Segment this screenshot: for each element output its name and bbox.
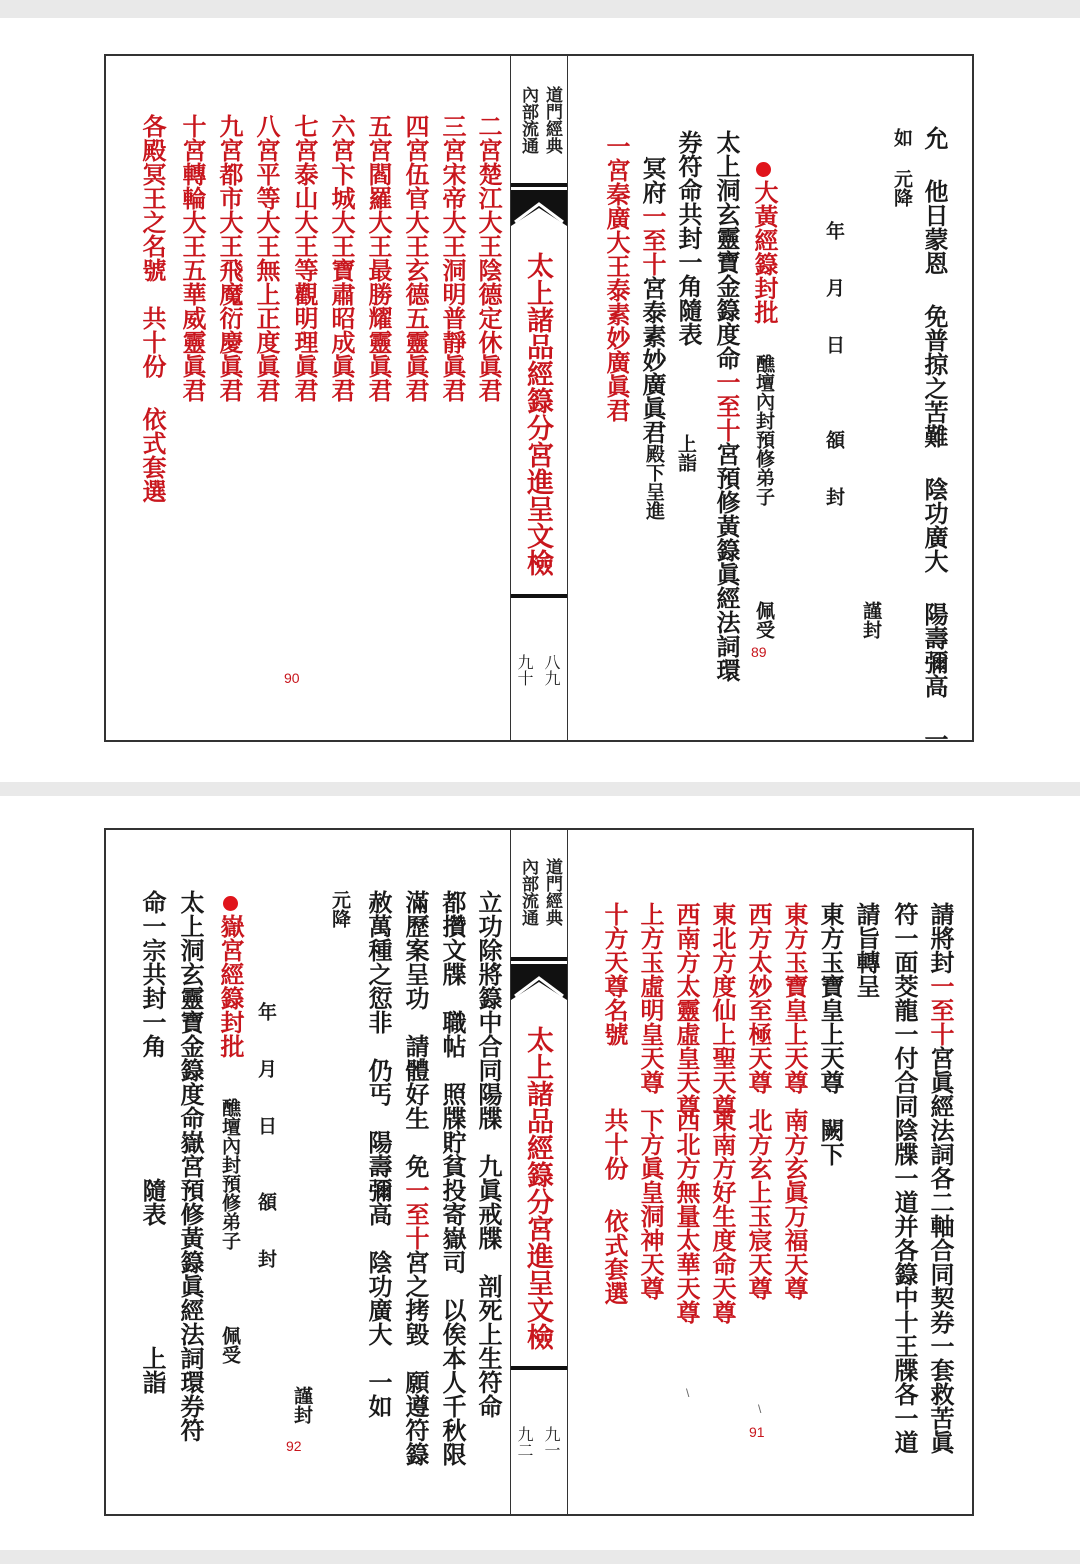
text-column-mixed <box>926 902 955 1454</box>
text-column: 南方玄眞万福天尊 <box>780 1108 809 1300</box>
spine-chevron-icon <box>511 190 567 226</box>
book-spread-1 <box>104 54 974 751</box>
spine-chevron-icon <box>511 964 567 1000</box>
spine-title: 太上諸品經籙分宮進呈文檢 <box>522 1026 553 1350</box>
spine-publisher-b: 內部流通 <box>518 86 538 154</box>
text-column: 下方眞皇洞神天尊 <box>636 1108 665 1300</box>
page-number-right: 89 <box>751 644 767 660</box>
text-column: 年 月 日 頟 封 <box>823 221 845 506</box>
spine-publisher-a: 道門經典 <box>542 86 562 154</box>
text-span: 太上洞玄靈寶金籙度命 <box>712 130 741 370</box>
text-column: 二宮楚江大王陰德定休眞君 <box>474 114 503 402</box>
text-span: 一至十 <box>401 1178 430 1250</box>
text-span: 一至十 <box>926 974 955 1046</box>
text-span: 一至十 <box>712 370 741 442</box>
spine-page-right: 九一 <box>542 1426 561 1458</box>
spine-bar-bottom <box>511 594 567 598</box>
tick-mark: \ <box>686 1386 690 1400</box>
text-column: 赦萬種之愆非 仍丐 陽壽彌高 陰功廣大 一如 <box>364 890 393 1418</box>
text-column: 八宮平等大王無上正度眞君 <box>252 114 281 402</box>
text-column: 年 月 日 頟 封 <box>255 1002 277 1268</box>
spine-page-right: 八九 <box>542 654 561 686</box>
text-column: 嶽宮經籙封批 <box>216 914 245 1058</box>
page-number-left: 92 <box>286 1438 302 1454</box>
text-span: 冥府 <box>638 156 667 204</box>
spine-left-border <box>510 56 511 740</box>
spine-page-left: 九二 <box>515 1426 534 1458</box>
text-column: 請旨轉呈 <box>852 902 881 998</box>
middle-gap <box>0 782 1080 796</box>
text-column: 謹封 <box>291 1386 313 1424</box>
text-column: 元降 <box>329 890 351 928</box>
text-column: 西北方無量太華天尊 <box>672 1108 701 1324</box>
book-spread-2 <box>104 828 974 1516</box>
text-column: 一宮秦廣大王泰素妙廣眞君 <box>602 134 631 422</box>
spine-publisher-b: 內部流通 <box>518 858 538 926</box>
spine-publisher-a: 道門經典 <box>542 858 562 926</box>
spine-bar-top <box>511 183 567 187</box>
text-column: 六宮卞城大王寶肅昭成眞君 <box>327 114 356 402</box>
text-column: 大黃經籙封批 <box>750 180 779 324</box>
text-column: 九宮都市大王飛魔衍慶眞君 <box>215 114 244 402</box>
text-column: 西方太妙至極天尊 <box>744 902 773 1094</box>
text-column: 上方玉虛明皇天尊 <box>636 902 665 1094</box>
text-column: 五宮閻羅大王最勝耀靈眞君 <box>364 114 393 402</box>
text-column: 共十份 依式套選 <box>600 1108 629 1305</box>
red-dot-marker <box>756 162 771 177</box>
text-column: 東方玉寶皇上天尊 <box>780 902 809 1094</box>
text-span: 請將封 <box>926 902 955 974</box>
red-dot-marker <box>223 896 238 911</box>
text-column: 三宮宋帝大王洞明普靜眞君 <box>438 114 467 402</box>
text-column: 七宮泰山大王等觀明理眞君 <box>290 114 319 402</box>
text-column: 符一面茭龍一付合同陰牒一道并各籙中十王牒各一道 <box>890 902 919 1454</box>
text-span: 滿歷案呈功 請體好生 免 <box>401 890 430 1178</box>
text-column: 都攢文牒 職帖 照牒貯貧投寄嶽司 以俟本人千秋限 <box>438 890 467 1466</box>
text-column: 十宮轉輪大王五華威靈眞君 <box>178 114 207 402</box>
spine-page-left: 九十 <box>515 654 534 686</box>
text-column: 四宮伍官大王玄德五靈眞君 <box>401 114 430 402</box>
top-gap <box>0 0 1080 18</box>
page-number-right: 91 <box>749 1424 765 1440</box>
text-column: 謹封 <box>860 601 882 639</box>
spine-left-border <box>510 830 511 1514</box>
spine-title: 太上諸品經籙分宮進呈文檢 <box>522 252 553 576</box>
spine-bar-top <box>511 957 567 961</box>
spine-bar-bottom <box>511 1366 567 1370</box>
text-column: 醮壇內封預修弟子 佩受 <box>753 354 775 639</box>
text-span: 宮之拷毀 願遵符籙 <box>401 1250 430 1466</box>
text-span: 一至十 <box>638 204 667 276</box>
text-column: 北方玄上玉宸天尊 <box>744 1108 773 1300</box>
text-span: 宮預修黃籙眞經法詞環 <box>712 442 741 682</box>
text-span: 宮泰素妙廣眞君 <box>638 276 667 444</box>
text-column: 立功除將籙中合同陽牒 九眞戒牒 剖死上生符命 <box>474 890 503 1418</box>
spine-right-border <box>567 830 568 1514</box>
text-column: 十方天尊名號 <box>600 902 629 1046</box>
text-column: 各殿冥王之名號 共十份 依式套選 <box>138 114 167 503</box>
spine-right-border <box>567 56 568 740</box>
text-column: 太上洞玄靈寶金籙度命嶽宮預修黃籙眞經法詞環券符 <box>176 890 205 1442</box>
text-column-mixed <box>638 156 667 444</box>
text-column: 醮壇內封預修弟子 佩受 <box>219 1098 241 1364</box>
text-column-mixed <box>401 890 430 1466</box>
text-column-mixed <box>712 130 741 682</box>
text-column: 東南方好生度命天尊 <box>708 1108 737 1324</box>
text-column: 西南方太靈虛皇天尊 <box>672 902 701 1118</box>
text-column: 券符命共封一角隨表 <box>674 130 703 346</box>
text-column: 允 他日蒙恩 免普掠之苦難 陰功廣大 陽壽彌高 一 <box>920 126 949 751</box>
text-column: 如 元降 <box>891 128 913 207</box>
text-column: 命一宗共封一角 隨表 上詣 <box>138 890 167 1394</box>
text-column: 上詣 <box>675 434 697 472</box>
bottom-gap <box>0 1550 1080 1564</box>
page-number-left: 90 <box>284 670 300 686</box>
text-column: 東北方度仙上聖天尊 <box>708 902 737 1118</box>
text-span: 宮眞經法詞各二軸合同契券一套救苦眞 <box>926 1046 955 1454</box>
text-column: 殿下呈進 <box>643 444 665 520</box>
text-column: 東方玉寶皇上天尊 闕下 <box>816 902 845 1166</box>
tick-mark: \ <box>758 1402 762 1416</box>
